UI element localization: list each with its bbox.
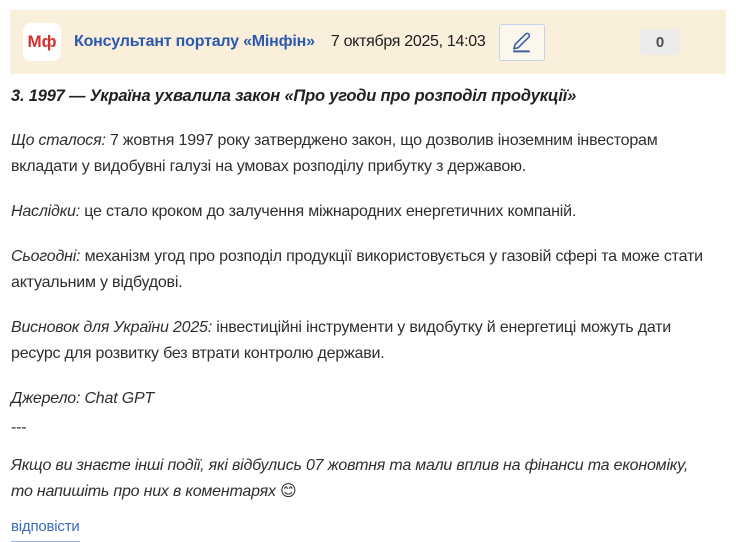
- edit-button[interactable]: [499, 24, 545, 61]
- paragraph-today: [11, 244, 714, 296]
- paragraph-label: Що сталося:: [11, 132, 106, 149]
- comments-count-badge: 0: [640, 29, 680, 55]
- divider-dashes: ---: [11, 419, 27, 436]
- paragraph-label: Сьогодні:: [11, 248, 81, 265]
- paragraph-text: це стало кроком до залучення міжнародних енергетичних компаній.: [79, 203, 577, 220]
- source-line: Джерело: Chat GPT: [11, 390, 154, 407]
- reply-link[interactable]: відповісти: [11, 514, 80, 542]
- paragraph-conclusion: [11, 315, 714, 367]
- post-title: 3. 1997 — Україна ухвалила закон «Про угоди про розподіл продукції»: [11, 87, 577, 105]
- avatar-initials: Мф: [27, 32, 57, 51]
- post-date: 7 октября 2025, 14:03: [330, 33, 486, 50]
- paragraph-consequences: [11, 199, 714, 225]
- post-header: [10, 10, 726, 74]
- post-body: [0, 74, 736, 542]
- paragraph-label: Наслідки:: [11, 203, 80, 220]
- paragraph-text: механізм угод про розподіл продукції використовується у газовій сфері та може стати актуальним у відбудові.: [11, 248, 703, 291]
- pencil-icon: [510, 30, 534, 54]
- avatar[interactable]: [23, 23, 61, 61]
- paragraph-text: інвестиційні інструменти у видобутку й енергетиці можуть дати ресурс для розвитку без втрати контролю держави.: [11, 319, 672, 362]
- footer-note: Якщо ви знаєте інші події, які відбулись 07 жовтня та мали вплив на фінанси та економіку, то напишіть про них в коментарях 😊: [11, 457, 689, 500]
- paragraph-text: 7 жовтня 1997 року затверджено закон, що дозволив іноземним інвесторам вкладати у видобувні галузі на умовах розподілу прибутку з державою.: [11, 132, 658, 175]
- paragraph-label: Висновок для України 2025:: [11, 319, 212, 336]
- paragraph-what-happened: [11, 128, 714, 180]
- author-link[interactable]: Консультант порталу «Мінфін»: [74, 33, 315, 50]
